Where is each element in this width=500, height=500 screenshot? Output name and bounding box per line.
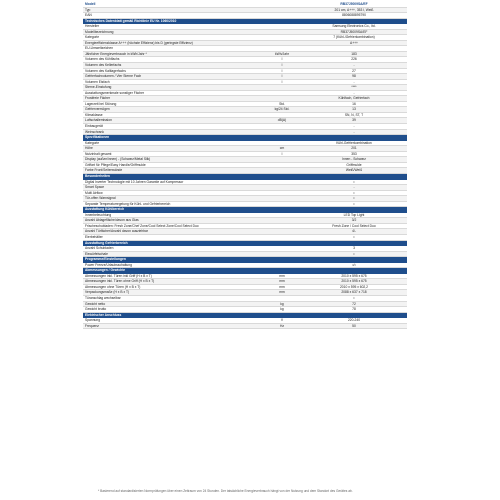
spec-label: Farbe Front/Seitenwände	[85, 168, 123, 173]
spec-value: 98	[352, 74, 356, 79]
spec-value: Griffmulde	[346, 162, 362, 167]
spec-unit: kg/24 Std.	[274, 107, 290, 112]
spec-value: 3/2	[351, 218, 357, 223]
spec-value: -	[353, 124, 355, 129]
spec-label: Separate Temperaturregelung für Kühl- und Gefrierbereich	[85, 201, 171, 206]
spec-label: Abmessungen inkl. Türen inkl Griff (H x B x T)	[85, 273, 152, 278]
spec-value: 2010 x 595 x 675	[341, 273, 367, 278]
spec-label: Anzahl Schubladen	[85, 246, 114, 251]
spec-value: 8806088895790	[342, 13, 366, 18]
spec-value: 78	[352, 307, 356, 312]
section-title: Abmessungen / Gewichte	[85, 268, 126, 273]
spec-label: Jährlicher Energieverbrauch in kWh/Jahr *	[85, 51, 147, 56]
spec-value: Innen - Schwarz	[342, 157, 366, 162]
spec-label: Lagerzeit bei Störung	[85, 101, 117, 106]
spec-label: Volumen des Kühlfachs	[85, 57, 120, 62]
spec-label: Multi Airflow	[85, 190, 103, 195]
spec-label: Sterne-Einstufung	[85, 85, 112, 90]
spec-label: Türanschlag wechselbar	[85, 295, 121, 300]
spec-unit: mm	[279, 279, 285, 284]
spec-value: 16	[352, 101, 356, 106]
spec-label: Modellbezeichnung	[85, 29, 114, 34]
spec-unit: l	[281, 79, 283, 84]
spec-value: -	[353, 79, 355, 84]
section-title: Ausstattung Gefrierbereich	[85, 240, 128, 245]
spec-unit: mm	[279, 290, 285, 295]
spec-unit: cm	[279, 146, 285, 151]
spec-value: Weiß/Weiß	[345, 168, 363, 173]
spec-value: 201	[351, 146, 357, 151]
spec-label: Nutzinhalt gesamt	[85, 151, 112, 156]
spec-label: Verpackungsmaße (H x B x T)	[85, 290, 130, 295]
spec-value: ****	[351, 85, 357, 90]
spec-unit: l	[281, 151, 283, 156]
spec-label: Kategorie	[85, 35, 100, 40]
spec-label: Kategorie	[85, 140, 100, 145]
spec-label: Volumen Eisfach	[85, 79, 110, 84]
spec-value: Kühlfach, Gefrierfach	[338, 96, 370, 101]
spec-value: •/•	[352, 262, 356, 267]
spec-label: Einbaugerät	[85, 124, 103, 129]
spec-unit: kWh/Jahr	[275, 51, 289, 56]
section-title: Technisches Datenblatt gemäß Richtlinie EU Nr. 1060/2010	[85, 18, 177, 23]
spec-unit: Std.	[279, 101, 285, 106]
section-title: Besonderheiten	[85, 173, 110, 178]
spec-label: Anzahl Ablagefläche/davon aus Glas	[85, 218, 139, 223]
spec-label: Volumen des Kellerfachs	[85, 63, 122, 68]
spec-label: Frequenz	[85, 323, 99, 328]
spec-unit: kg	[280, 307, 284, 312]
spec-value: 4/-	[352, 229, 356, 234]
spec-label: Anzahl Türfächer/Anzahl davon ausziehbar	[85, 229, 148, 234]
spec-label: Display (außen/innen) - (Schwarz/Metal Silk)	[85, 157, 151, 162]
spec-value: Kühl-Gefrierkombination	[336, 140, 372, 145]
spec-label: Innenbeleuchtung	[85, 212, 112, 217]
spec-label: Frischeschubladen: Fresh Zone/Chef Zone/Cool Select Zone/Cool Select Duo	[85, 223, 199, 228]
spec-value: 50	[352, 323, 356, 328]
spec-value: 27	[352, 68, 356, 73]
spec-label: Gefrierfachvolumen / Vier Sterne Fach	[85, 74, 142, 79]
spec-unit: mm	[279, 284, 285, 289]
spec-label: Power Freeze/Urlaubsschaltung	[85, 262, 132, 267]
spec-sheet-table	[83, 2, 407, 329]
spec-label: Hersteller	[85, 24, 100, 29]
section-title: Programme/Einstellungen	[85, 257, 126, 262]
spec-unit: l	[281, 68, 283, 73]
section-title: Elektrischer Anschluss	[85, 312, 122, 317]
spec-value: 201 cm, A+++, 353 l, Weiß	[334, 7, 374, 12]
spec-value: 220-240	[347, 318, 361, 323]
spec-label: Ausstattungsmerkmale sonstiger Fächer	[85, 90, 145, 95]
spec-value: 2010 x 595 x 602,2	[339, 284, 369, 289]
spec-label: Klimaklasse	[85, 112, 103, 117]
spec-label: EU-Umweltzeichen	[85, 46, 114, 51]
spec-row	[83, 324, 407, 330]
spec-value: •	[353, 201, 355, 206]
spec-value: 2010 x 595 x 675	[341, 279, 367, 284]
section-title: Ausstattung Kühlbereich	[85, 207, 125, 212]
spec-label: Eierbehälter	[85, 234, 103, 239]
spec-label: Höhe	[85, 146, 93, 151]
spec-unit: mm	[279, 273, 285, 278]
spec-value: -	[353, 63, 355, 68]
spec-unit: kg	[280, 301, 284, 306]
spec-unit: dB(A)	[277, 118, 287, 123]
spec-value: Fresh Zone / Cool Select Duo	[332, 223, 376, 228]
spec-label: Digital Inverter Technologie mit 10 Jahren Garantie auf Kompressor	[85, 179, 184, 184]
spec-value: 353	[351, 151, 357, 156]
spec-label: Griffart für Pflege/Easy Handle/Griffmulde	[85, 162, 146, 167]
spec-unit: V	[280, 318, 284, 323]
section-title: Spezifikationen	[85, 135, 110, 140]
spec-label: Energieeffizienzklasse A+++ (höchste Effizienz) bis D (geringste Effizienz)	[85, 40, 193, 45]
footnote: * Basierend auf standardisierten Normprüfungen über einen Zeitraum von 24 Stunden. Der tatsächliche Energieverbrauch hängt von der Nutzung und dem Standort des Gerätes ab.	[98, 489, 353, 493]
spec-value: •	[353, 251, 355, 256]
spec-label: Gefriervermögen	[85, 107, 110, 112]
spec-label: EAN	[85, 13, 92, 18]
spec-value: RB37J5009SA/EF	[340, 2, 368, 6]
spec-value: 183	[351, 51, 357, 56]
spec-label: Gewicht netto	[85, 301, 106, 306]
spec-unit: Hz	[279, 323, 285, 328]
spec-label: Smart Space	[85, 185, 105, 190]
spec-value: 2088 x 637 x 718	[341, 290, 367, 295]
spec-label: Gewicht brutto	[85, 307, 107, 312]
spec-value: -	[353, 90, 355, 95]
spec-value: -	[353, 185, 355, 190]
spec-label: Frostfreie Fächer	[85, 96, 111, 101]
spec-value: RB37J5009SA/EF	[340, 29, 368, 34]
spec-label: Volumen des Kaltlagerfachs	[85, 68, 126, 73]
spec-value: -	[353, 129, 355, 134]
spec-value: LED Top Light	[343, 212, 365, 217]
spec-value: 13	[352, 107, 356, 112]
spec-unit: l	[281, 63, 283, 68]
spec-unit: l	[281, 57, 283, 62]
spec-value: 7 (Kühl-/Gefrierkombination)	[333, 35, 375, 40]
spec-value: •	[353, 234, 355, 239]
spec-value: •	[353, 196, 355, 201]
spec-label: Abmessungen inkl. Türen ohne Griff (H x B x T)	[85, 279, 155, 284]
spec-label: Typ	[85, 7, 91, 12]
spec-value: Samsung Electronics Co., ltd.	[332, 24, 376, 29]
spec-label: Modell	[85, 2, 96, 6]
spec-value: SN, N, ST, T	[344, 112, 364, 117]
spec-value: •	[353, 190, 355, 195]
spec-value: A+++	[350, 40, 358, 45]
spec-value: •	[353, 295, 355, 300]
spec-value: 3	[353, 246, 355, 251]
spec-label: Weinschrank	[85, 129, 104, 134]
spec-value: •	[353, 179, 355, 184]
spec-label: Luftschallemission	[85, 118, 112, 123]
spec-value: 72	[352, 301, 356, 306]
spec-label: Spannung	[85, 318, 101, 323]
spec-value: 226	[351, 57, 357, 62]
spec-unit: l	[281, 74, 283, 79]
spec-label: Tür-offen Warnsignal	[85, 196, 116, 201]
spec-label: Abmessungen ohne Türen (H x B x T)	[85, 284, 141, 289]
spec-value: 39	[352, 118, 356, 123]
spec-label: Eiswürfelschale	[85, 251, 108, 256]
